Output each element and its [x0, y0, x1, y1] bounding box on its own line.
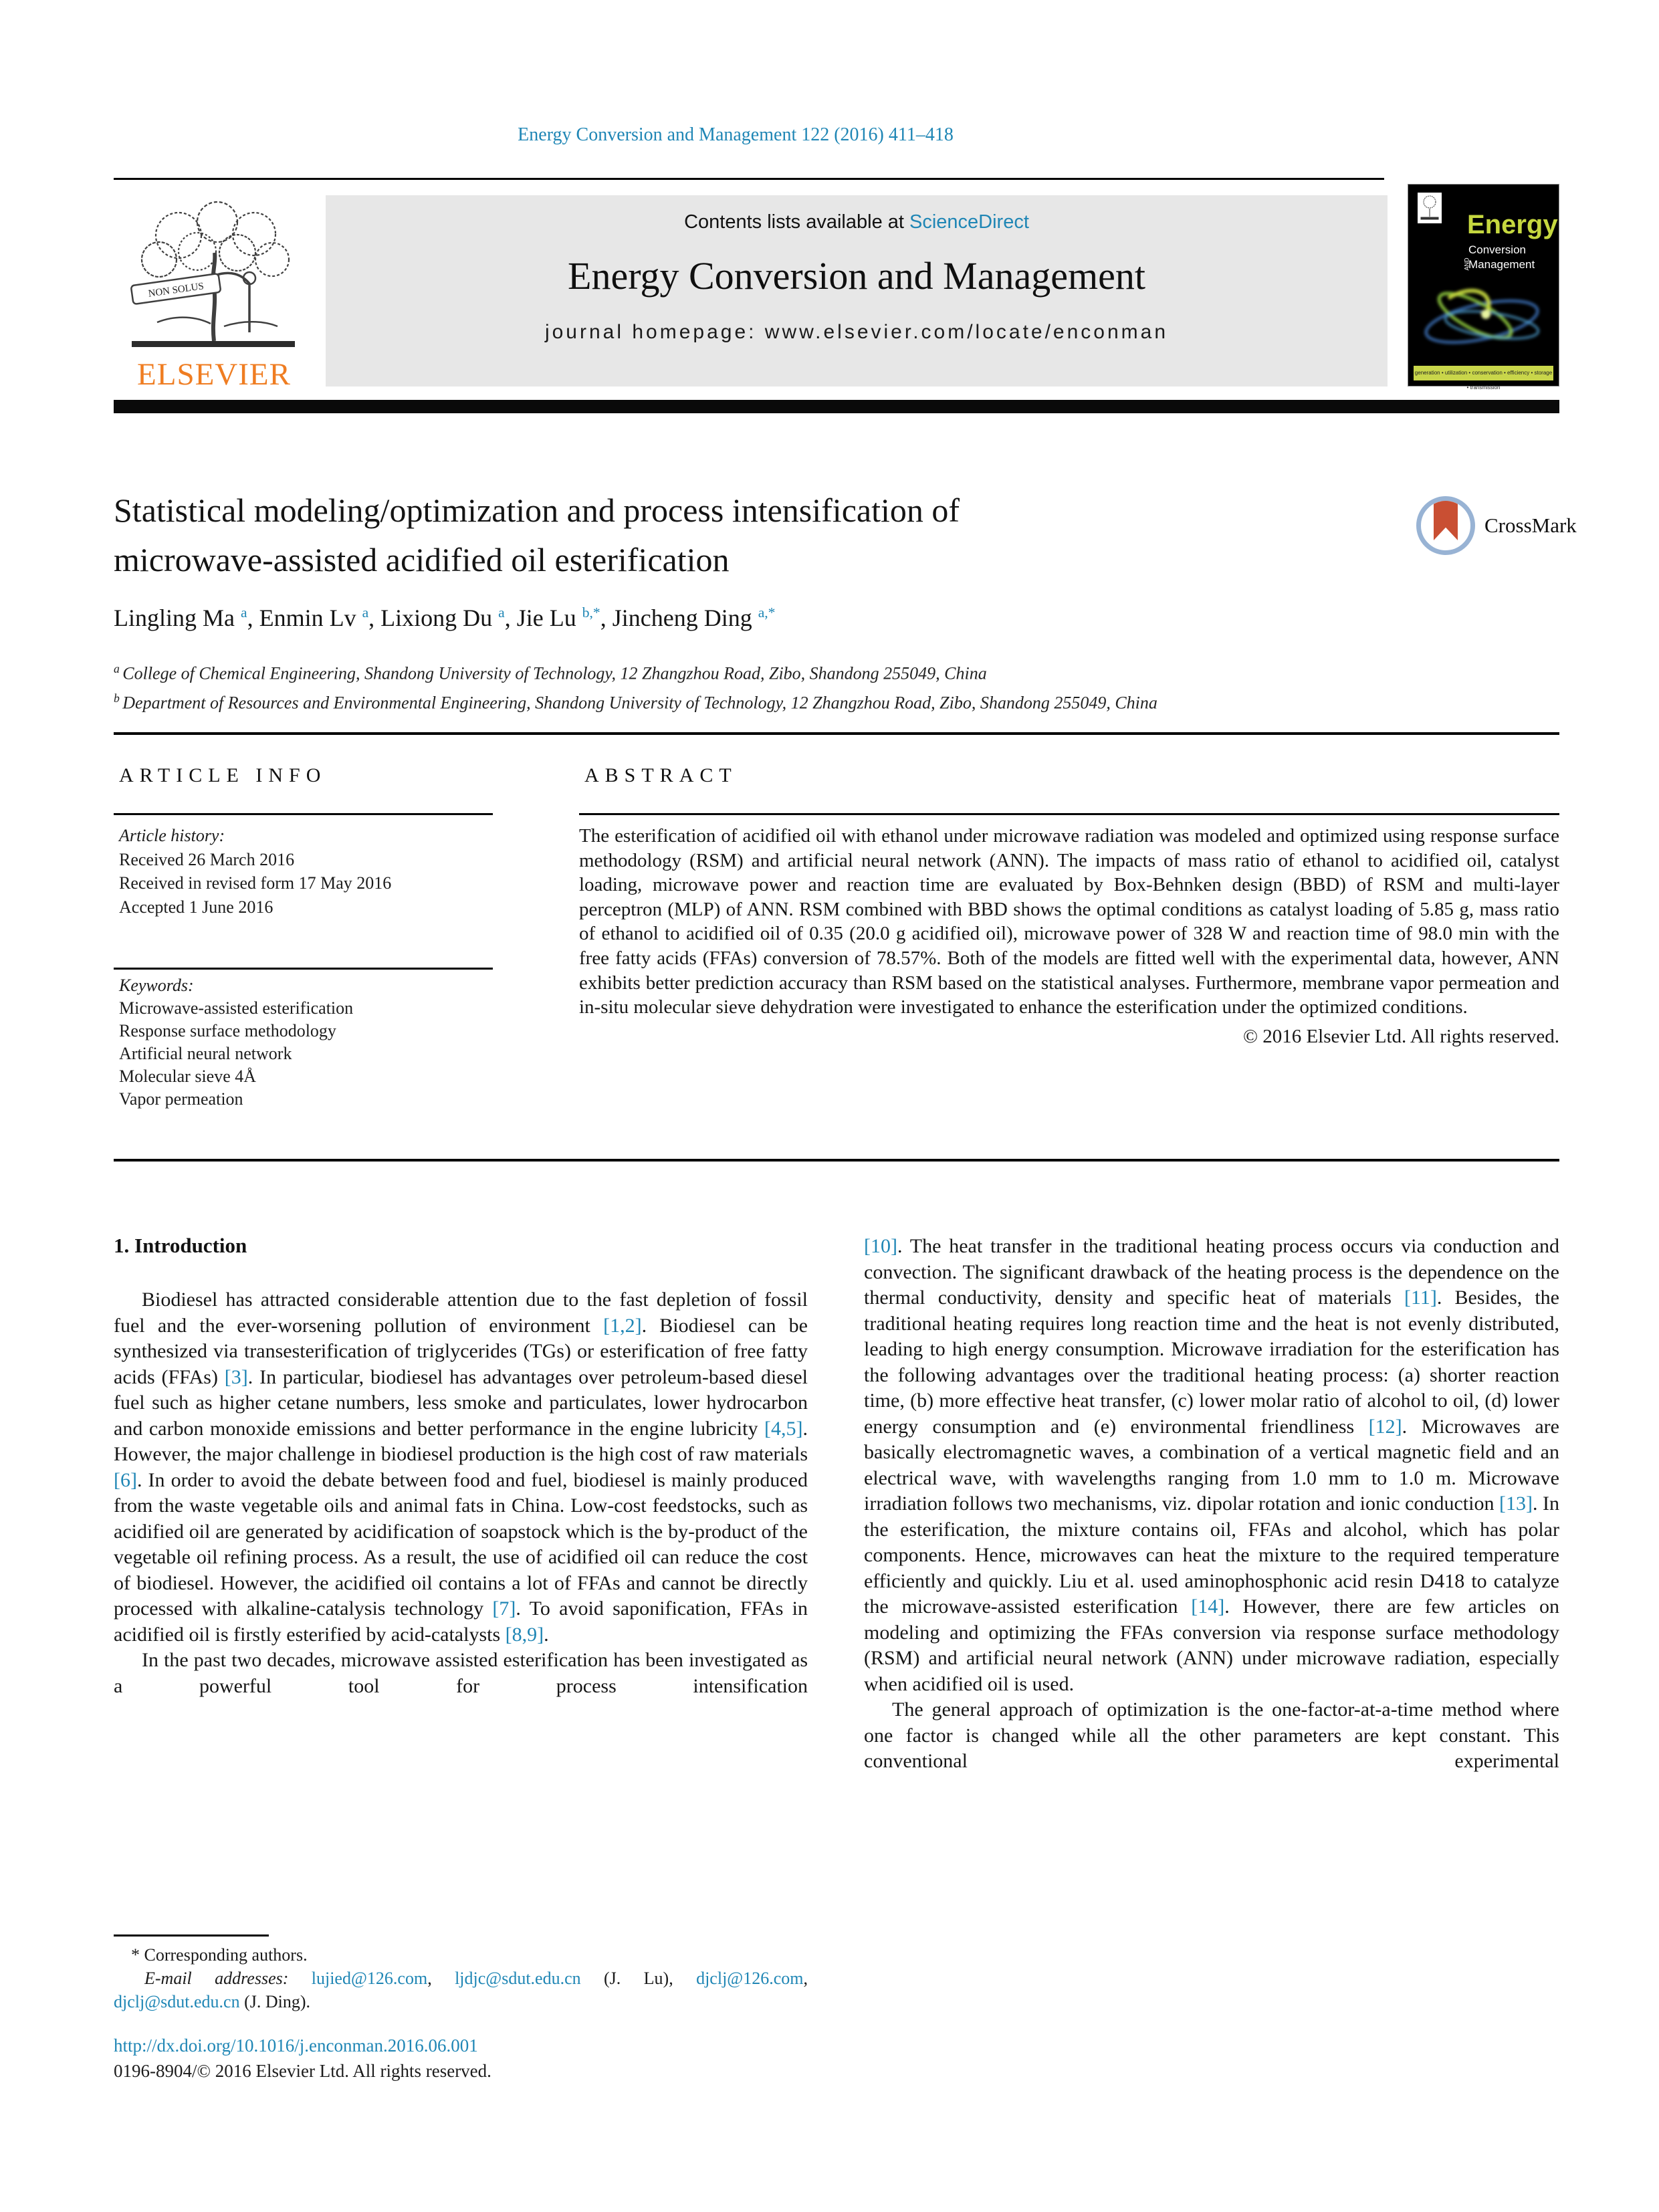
email-addresses-line2 [114, 1990, 808, 2013]
text-segment: (J. Ding). [239, 1992, 311, 2011]
journal-homepage-link[interactable]: journal homepage: www.elsevier.com/locate/enconman [544, 321, 1169, 343]
text-segment: . However, there are few articles on modeling and optimizing the FFAs conversion via response surface methodology (RSM) and artificial neural network (ANN) under microwave radiation, especially when acidified oil is used. [864, 1595, 1559, 1695]
doi-block [114, 2033, 491, 2084]
citation-link-11[interactable]: [11] [1404, 1287, 1437, 1309]
info-section-top-rule [114, 732, 1559, 735]
text-segment: , Jincheng Ding [600, 604, 758, 631]
text-segment: , Jie Lu [504, 604, 582, 631]
text-segment: . In the esterification, the mixture contains oil, FFAs and alcohol, which has polar components. Hence, microwaves can heat the mixture to the required temperature efficiently and quickly. Liu et al. used aminophosphonic acid resin D418 to catalyze the microwave-assisted esterification [864, 1492, 1559, 1618]
article-history [119, 824, 391, 919]
text-segment: Biodiesel has attracted considerable attention due to the fast depletion of fossil fuel and the ever-worsening pollution of environment [114, 1289, 808, 1337]
history-revised: Received in revised form 17 May 2016 [119, 873, 392, 893]
citation-link-7[interactable]: [7] [492, 1597, 516, 1620]
doi-link[interactable]: http://dx.doi.org/10.1016/j.enconman.2016.06.001 [114, 2035, 478, 2056]
header-top-rule [114, 178, 1384, 180]
text-segment: . To avoid saponification, FFAs in acidified oil is firstly esterified by acid-catalysts [114, 1597, 808, 1646]
abstract-paragraph: The esterification of acidified oil with ethanol under microwave radiation was modeled and optimized using response surface methodology (RSM) and artificial neural network (ANN). The impacts of mass ratio of ethanol to acidified oil, catalyst loading, microwave power and reaction time are evaluated by Box-Behnken design (BBD) of RSM and multi-layer perceptron (MLP) of ANN. RSM combined with BBD shows the optimal conditions as catalyst loading of 5.85 g, mass ratio of ethanol to acidified oil of 0.35 (20.0 g acidified oil), microwave power of 328 W and reaction time of 98.0 min with the free fatty acids (FFAs) conversion of 78.57%. Both of the models are fitted well with the experimental data, however, ANN exhibits better prediction accuracy than RSM based on the statistical analyses. Furthermore, membrane vapor permeation and in-situ molecular sieve dehydration were investigated to enhance the esterification under the optimized conditions. [579, 825, 1559, 1018]
text-segment: . Microwaves are basically electromagnetic waves, a combination of a vertical magnetic field and an electrical wave, with wavelengths ranging from 1.0 mm to 1.0 m. Microwave irradiation follows two mechanisms, viz. dipolar rotation and ionic conduction [864, 1415, 1559, 1515]
affiliations [114, 657, 1157, 715]
text-segment: E-mail addresses: [144, 1969, 312, 1988]
citation-link-6[interactable]: [6] [114, 1468, 137, 1491]
section-heading-introduction: 1. Introduction [114, 1234, 247, 1257]
abstract-heading-rule [579, 813, 1559, 815]
text-segment: . However, the major challenge in biodiesel production is the high cost of raw materials [114, 1417, 808, 1465]
keyword-item: Microwave-assisted esterification [119, 998, 354, 1018]
text-segment: , Enmin Lv [247, 604, 362, 631]
sciencedirect-link[interactable]: ScienceDirect [909, 211, 1029, 233]
abstract-copyright: © 2016 Elsevier Ltd. All rights reserved. [1242, 1025, 1559, 1047]
email-addresses-line1 [114, 1967, 808, 1990]
text-segment: . Biodiesel can be synthesized via transesterification of triglycerides (TGs) or esterification of free fatty acids (FFAs) [114, 1314, 808, 1388]
text-segment: a [498, 604, 505, 621]
keyword-item: Vapor permeation [119, 1089, 243, 1109]
article-info-heading-rule [114, 813, 493, 815]
intro-paragraph-1 [114, 1287, 808, 1648]
text-segment: , Lixiong Du [368, 604, 499, 631]
article-title-line2: microwave-assisted acidified oil esterification [114, 541, 730, 578]
footnote-rule [114, 1934, 269, 1937]
citation-link-12[interactable]: [12] [1368, 1415, 1402, 1438]
keyword-item: Artificial neural network [119, 1044, 292, 1063]
intro-paragraph-2: In the past two decades, microwave assisted esterification has been investigated as a powerful tool for process intensification [114, 1649, 808, 1697]
article-title-line1: Statistical modeling/optimization and process intensification of [114, 491, 960, 529]
text-segment: College of Chemical Engineering, Shandong University of Technology, 12 Zhangzhou Road, Zibo, Shandong 255049, China [122, 663, 987, 683]
keyword-item: Response surface methodology [119, 1021, 336, 1040]
text-segment: a,* [758, 604, 776, 621]
citation-link-10[interactable]: [10] [864, 1235, 897, 1257]
crossmark-icon [1416, 496, 1475, 555]
elsevier-tree-icon [117, 195, 311, 350]
text-segment: , [803, 1969, 808, 1988]
journal-cover-thumbnail[interactable] [1408, 184, 1559, 391]
journal-title: Energy Conversion and Management [568, 254, 1145, 298]
text-segment: b [114, 691, 123, 705]
journal-banner [326, 195, 1388, 386]
text-segment: a [114, 662, 123, 675]
email-link-djclj126[interactable]: djclj@126.com [696, 1969, 804, 1988]
body-column-left [114, 1234, 808, 1699]
author-list [114, 604, 775, 632]
cover-topics-strip: generation • utilization • conservation • efficiency • storage • transmission [1414, 366, 1553, 380]
contents-line-prefix: Contents lists available at [684, 211, 909, 233]
cover-title-energy: Energy [1467, 210, 1558, 239]
article-info-heading: ARTICLE INFO [119, 764, 327, 786]
text-segment: a [240, 604, 247, 621]
abstract-heading: ABSTRACT [584, 764, 738, 786]
elsevier-logo-block[interactable] [114, 195, 314, 393]
journal-citation-header: Energy Conversion and Management 122 (2016) 411–418 [518, 124, 954, 145]
header-divider-bar [114, 400, 1559, 413]
footnote-block [114, 1943, 808, 2013]
article-history-label: Article history: [119, 826, 225, 845]
text-segment: . [544, 1623, 549, 1646]
citation-link-1-2[interactable]: [1,2] [603, 1314, 642, 1337]
history-accepted: Accepted 1 June 2016 [119, 897, 273, 917]
affiliation-a [114, 657, 1157, 686]
text-segment: . In particular, biodiesel has advantages over petroleum-based diesel fuel such as higher cetane numbers, less smoke and particulates, lower hydrocarbon and carbon monoxide emissions and better performance in the engine lubricity [114, 1365, 808, 1440]
text-segment: b,* [582, 604, 600, 621]
non-solus-banner-text: NON SOLUS [147, 281, 205, 300]
intro-paragraph-1-continued [864, 1234, 1559, 1697]
abstract-bottom-rule [114, 1159, 1559, 1162]
citation-link-13[interactable]: [13] [1499, 1492, 1533, 1515]
citation-link-3[interactable]: [3] [224, 1365, 248, 1388]
text-segment: . Besides, the traditional heating requires long reaction time and the heat is not evenly distributed, leading to high energy consumption. Microwave irradiation for the esterification has the following advantages over the traditional heating process: (a) shorter reaction time, (b) more effective heat transfer, (c) lower molar ratio of alcohol to oil, (d) lower energy consumption and (e) environmental friendliness [864, 1287, 1560, 1438]
text-segment: . In order to avoid the debate between food and fuel, biodiesel is mainly produced from the waste vegetable oils and animal fats in China. Low-cost feedstocks, such as acidified oil are generated by acidification of soapstock which is the by-product of the vegetable oil refining process. As a result, the use of acidified oil can reduce the cost of biodiesel. However, the acidified oil contains a lot of FFAs and cannot be directly processed with alkaline-catalysis technology [114, 1468, 808, 1620]
text-segment: a [362, 604, 369, 621]
crossmark-ribbon-icon [1434, 497, 1458, 540]
history-received: Received 26 March 2016 [119, 849, 295, 869]
crossmark-label: CrossMark [1484, 514, 1577, 537]
text-segment: . The heat transfer in the traditional heating process occurs via conduction and convection. The significant drawback of the heating process is the dependence on the thermal conductivity, density and specific heat of materials [864, 1235, 1559, 1309]
abstract-body [579, 824, 1559, 1048]
citation-link-8-9[interactable]: [8,9] [505, 1623, 544, 1646]
text-segment: Department of Resources and Environmental Engineering, Shandong University of Technology, 12 Zhangzhou Road, Zibo, Shandong 255049, China [122, 693, 1157, 713]
body-column-right [864, 1234, 1559, 1775]
cover-title-management: Management [1468, 258, 1535, 271]
cover-swirl-art [1408, 271, 1560, 365]
text-segment: , [427, 1969, 455, 1988]
cover-title-conversion: Conversion [1468, 243, 1526, 256]
crossmark-badge[interactable] [1416, 496, 1590, 563]
keywords-label: Keywords: [119, 976, 194, 995]
cover-title-and: AND [1463, 257, 1470, 271]
issn-copyright-line: 0196-8904/© 2016 Elsevier Ltd. All rights reserved. [114, 2061, 491, 2081]
text-segment: Lingling Ma [114, 604, 241, 631]
contents-line [326, 211, 1388, 233]
keyword-item: Molecular sieve 4Å [119, 1067, 257, 1086]
email-link-djcljsdut[interactable]: djclj@sdut.edu.cn [114, 1992, 240, 2011]
text-segment: (J. Lu), [580, 1969, 697, 1988]
elsevier-wordmark: ELSEVIER [137, 357, 291, 392]
email-link-lujied[interactable]: lujied@126.com [311, 1969, 428, 1988]
cover-elsevier-mini-logo [1418, 193, 1442, 223]
email-link-ljdjc[interactable]: ljdjc@sdut.edu.cn [455, 1969, 581, 1988]
affiliation-b [114, 686, 1157, 715]
article-info-mid-rule [114, 968, 493, 970]
keywords-block [119, 974, 353, 1111]
article-title [114, 485, 960, 584]
citation-link-4-5[interactable]: [4,5] [764, 1417, 803, 1440]
citation-link-14[interactable]: [14] [1191, 1595, 1225, 1618]
corresponding-authors-note: * Corresponding authors. [131, 1945, 308, 1965]
intro-paragraph-3: The general approach of optimization is the one-factor-at-a-time method where one factor is changed while all the other parameters are kept constant. This conventional experimental [864, 1698, 1559, 1772]
